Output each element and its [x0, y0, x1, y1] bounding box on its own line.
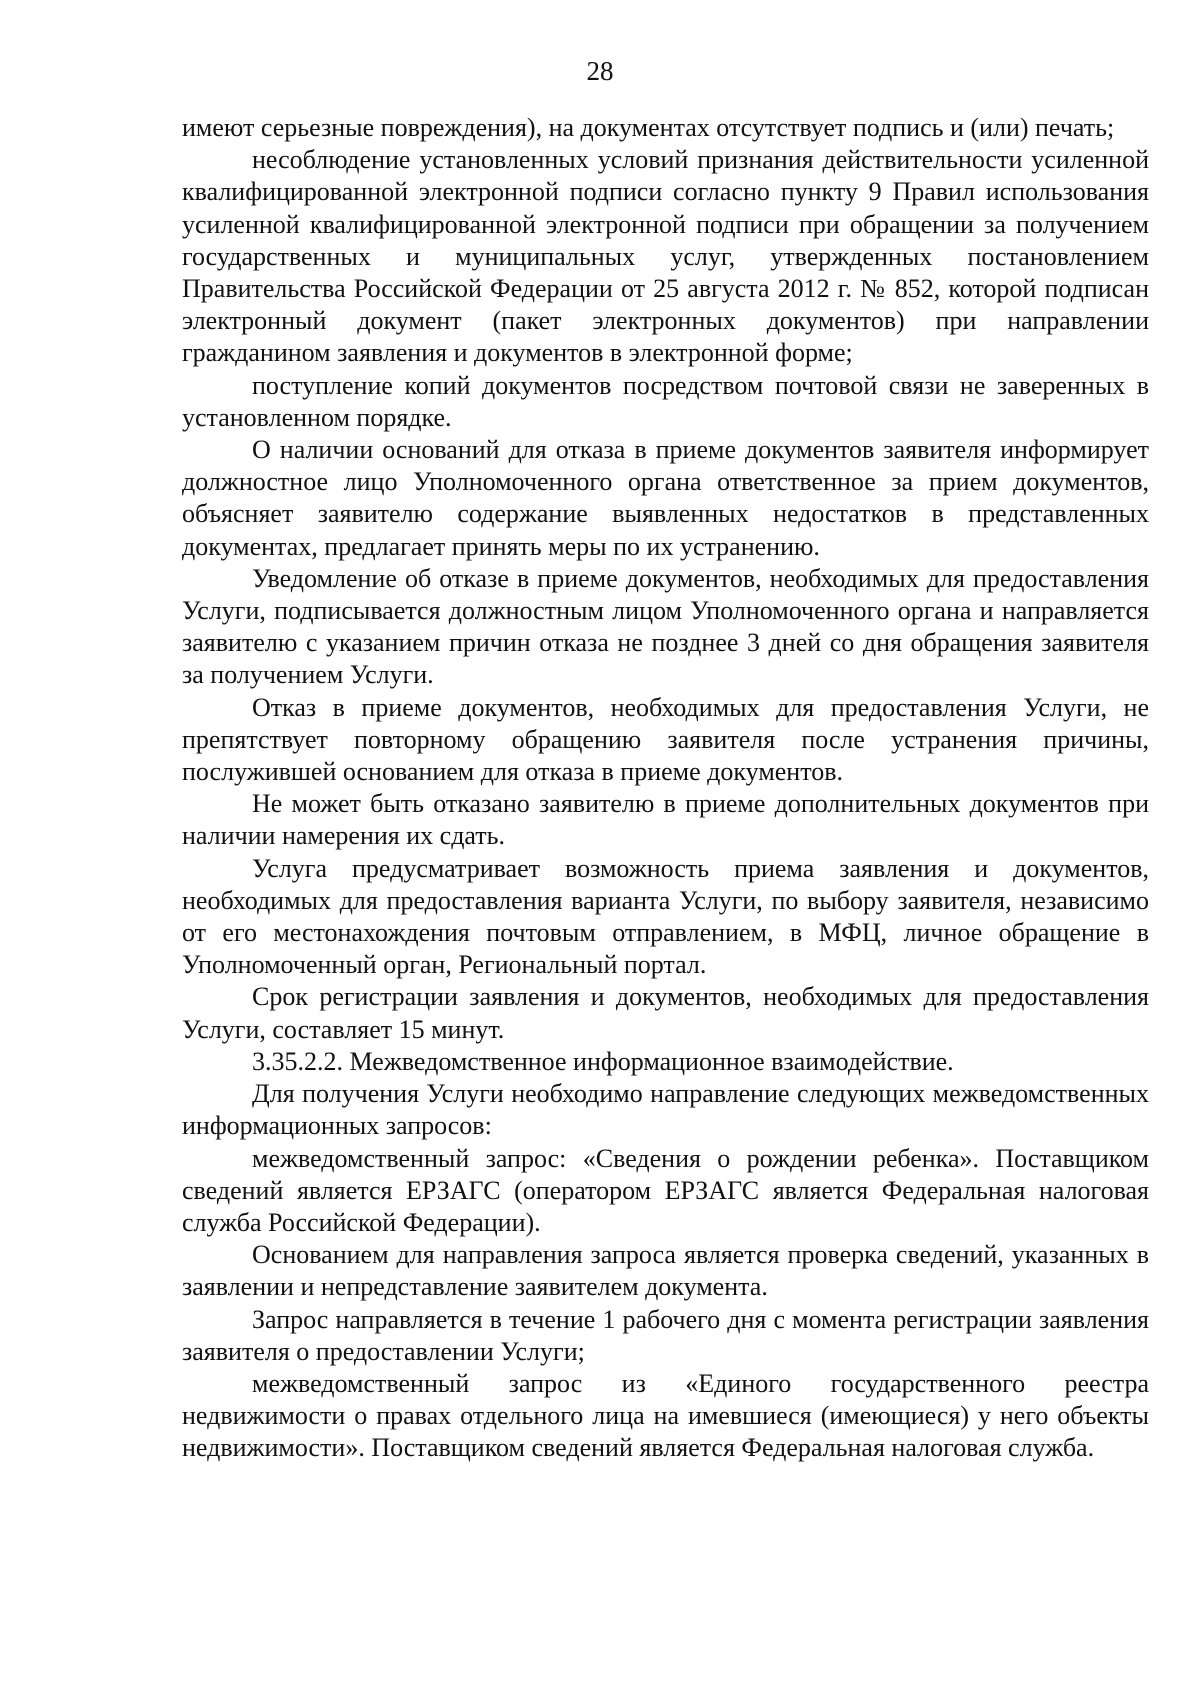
document-body: [182, 112, 1149, 1465]
paragraph-3: поступление копий документов посредством почтовой связи не заверенных в установленном порядке.: [182, 370, 1149, 432]
paragraph-11: Для получения Услуги необходимо направление следующих межведомственных информационных запросов:: [182, 1079, 1149, 1141]
paragraph-4: О наличии оснований для отказа в приеме документов заявителя информирует должностное лицо Уполномоченного органа ответственное за прием документов, объясняет заявителю содержание выявленных недостатков в представленных документах, предлагает принять меры по их устранению.: [182, 435, 1149, 561]
paragraph-15: межведомственный запрос из «Единого государственного реестра недвижимости о правах отдельного лица на имевшиеся (имеющиеся) у него объекты недвижимости». Поставщиком сведений является Федеральная налоговая служба.: [182, 1368, 1149, 1463]
paragraph-13: Основанием для направления запроса является проверка сведений, указанных в заявлении и непредставление заявителем документа.: [182, 1240, 1149, 1302]
paragraph-2: несоблюдение установленных условий признания действительности усиленной квалифицированной электронной подписи согласно пункту 9 Правил использования усиленной квалифицированной электронной подписи при обращении за получением государственных и муниципальных услуг, утвержденных постановлением Правительства Российской Федерации от 25 августа 2012 г. № 852, которой подписан электронный документ (пакет электронных документов) при направлении гражданином заявления и документов в электронной форме;: [182, 145, 1149, 368]
paragraph-9: Срок регистрации заявления и документов, необходимых для предоставления Услуги, составляет 15 минут.: [182, 982, 1149, 1044]
paragraph-1: имеют серьезные повреждения), на документах отсутствует подпись и (или) печать;: [182, 113, 1115, 142]
section-heading-3-35-2-2: 3.35.2.2. Межведомственное информационное взаимодействие.: [252, 1046, 954, 1076]
paragraph-14: Запрос направляется в течение 1 рабочего дня с момента регистрации заявления заявителя о предоставлении Услуги;: [182, 1304, 1149, 1366]
paragraph-7: Не может быть отказано заявителю в приеме дополнительных документов при наличии намерения их сдать.: [182, 789, 1149, 851]
paragraph-5: Уведомление об отказе в приеме документов, необходимых для предоставления Услуги, подписывается должностным лицом Уполномоченного органа и направляется заявителю с указанием причин отказа не позднее 3 дней со дня обращения заявителя за получением Услуги.: [182, 563, 1149, 690]
paragraph-12: межведомственный запрос: «Сведения о рождении ребенка». Поставщиком сведений является ЕРЗАГС (оператором ЕРЗАГС является Федеральная налоговая служба Российской Федерации).: [182, 1143, 1149, 1237]
paragraph-8: Услуга предусматривает возможность приема заявления и документов, необходимых для предоставления варианта Услуги, по выбору заявителя, независимо от его местонахождения почтовым отправлением, в МФЦ, личное обращение в Уполномоченный орган, Региональный портал.: [182, 853, 1149, 980]
paragraph-6: Отказ в приеме документов, необходимых для предоставления Услуги, не препятствует повторному обращению заявителя после устранения причины, послужившей основанием для отказа в приеме документов.: [182, 692, 1149, 787]
page-number: 28: [586, 56, 614, 86]
